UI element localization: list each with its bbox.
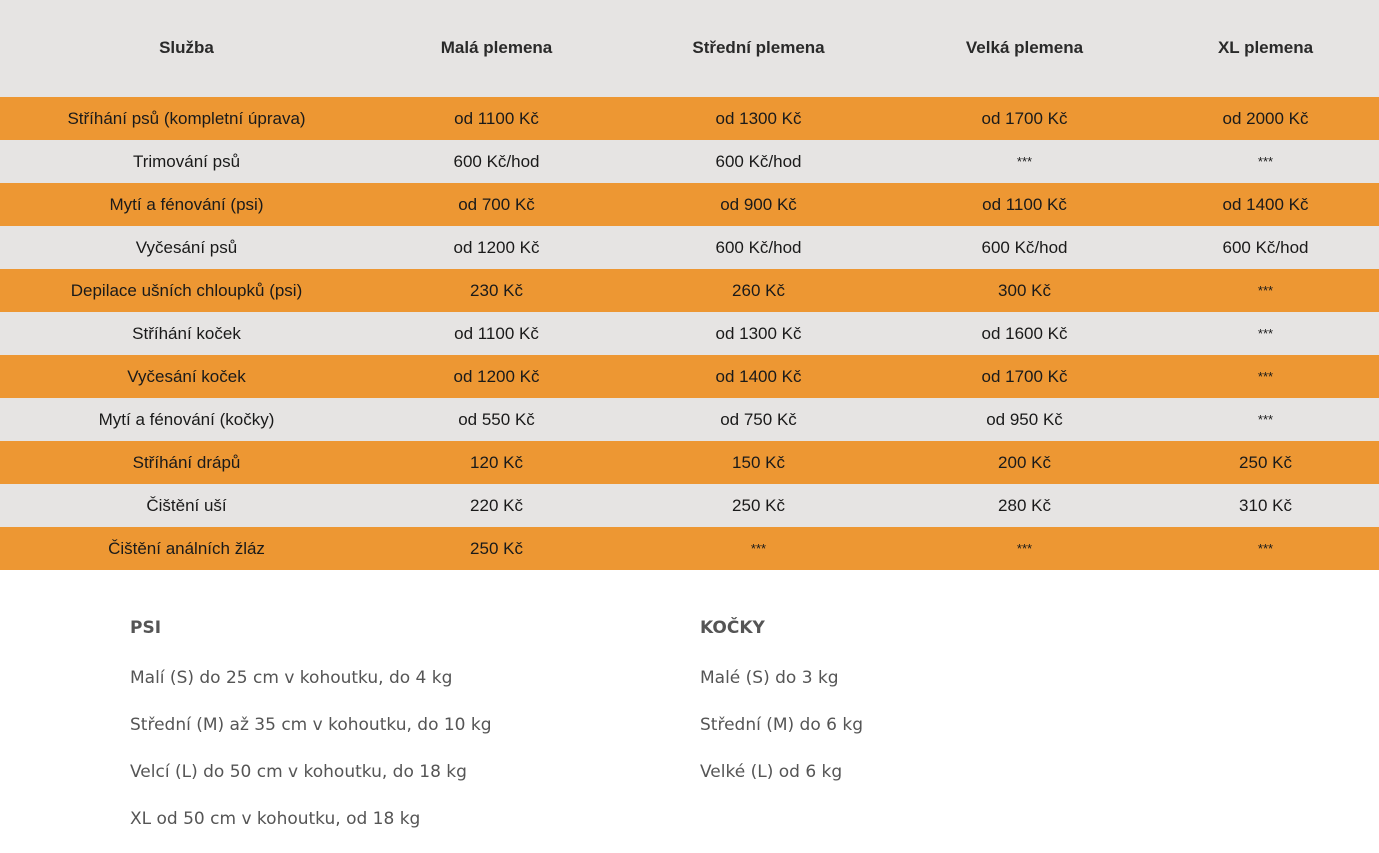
- dog-size-large: Velcí (L) do 50 cm v kohoutku, do 18 kg: [130, 762, 467, 782]
- price-table-header: [0, 0, 1379, 97]
- price-small: od 700 Kč: [458, 194, 535, 214]
- price-large: od 1600 Kč: [981, 323, 1068, 343]
- service-name: Vyčesání koček: [127, 366, 246, 386]
- service-name: Stříhání drápů: [132, 452, 241, 472]
- price-small: 220 Kč: [470, 495, 523, 515]
- table-row: [0, 441, 1379, 484]
- service-name: Mytí a fénování (psi): [109, 194, 264, 214]
- price-large: 200 Kč: [998, 452, 1051, 472]
- price-small: 230 Kč: [470, 280, 523, 300]
- price-large: od 1700 Kč: [981, 108, 1068, 128]
- table-row: [0, 269, 1379, 312]
- service-name: Čištění análních žláz: [108, 538, 265, 558]
- table-row: [0, 97, 1379, 140]
- service-name: Trimování psů: [132, 151, 241, 171]
- cat-size-large: Velké (L) od 6 kg: [700, 762, 843, 782]
- price-large: od 950 Kč: [986, 409, 1063, 429]
- header-medium-breeds: Střední plemena: [692, 37, 825, 57]
- header-row: [0, 0, 1379, 97]
- price-small: od 1100 Kč: [454, 323, 539, 343]
- price-medium: ***: [750, 541, 767, 556]
- price-small: 120 Kč: [470, 452, 523, 472]
- price-xl: od 1400 Kč: [1222, 194, 1309, 214]
- price-small: 250 Kč: [470, 538, 523, 558]
- table-row: [0, 355, 1379, 398]
- dog-legend-title: PSI: [130, 618, 162, 638]
- service-name: Depilace ušních chloupků (psi): [70, 280, 303, 300]
- price-xl: 310 Kč: [1239, 495, 1292, 515]
- table-row: [0, 484, 1379, 527]
- price-medium: 600 Kč/hod: [715, 237, 802, 257]
- price-large: od 1100 Kč: [982, 194, 1067, 214]
- cat-legend-title: KOČKY: [700, 618, 765, 638]
- price-medium: od 750 Kč: [720, 409, 797, 429]
- price-medium: 250 Kč: [732, 495, 785, 515]
- price-table-body: [0, 97, 1379, 570]
- dog-size-medium: Střední (M) až 35 cm v kohoutku, do 10 kg: [130, 715, 492, 735]
- price-small: od 1200 Kč: [453, 366, 540, 386]
- price-large: 280 Kč: [998, 495, 1051, 515]
- cat-size-legend: [700, 612, 863, 803]
- price-medium: od 1300 Kč: [715, 323, 802, 343]
- price-small: od 1200 Kč: [453, 237, 540, 257]
- dog-size-small: Malí (S) do 25 cm v kohoutku, do 4 kg: [130, 668, 453, 688]
- price-xl: ***: [1257, 283, 1274, 298]
- price-xl: 250 Kč: [1239, 452, 1292, 472]
- dog-size-xl: XL od 50 cm v kohoutku, od 18 kg: [130, 809, 421, 829]
- price-large: ***: [1016, 154, 1033, 169]
- price-xl: od 2000 Kč: [1222, 108, 1309, 128]
- table-row: [0, 398, 1379, 441]
- table-row: [0, 140, 1379, 183]
- price-large: 300 Kč: [998, 280, 1051, 300]
- service-name: Stříhání koček: [132, 323, 241, 343]
- price-medium: 600 Kč/hod: [715, 151, 802, 171]
- price-xl: ***: [1257, 326, 1274, 341]
- header-xl-breeds: XL plemena: [1217, 37, 1314, 57]
- cat-size-small: Malé (S) do 3 kg: [700, 668, 839, 688]
- price-xl: ***: [1257, 541, 1274, 556]
- table-row: [0, 226, 1379, 269]
- dog-size-legend: [130, 612, 492, 850]
- service-name: Mytí a fénování (kočky): [98, 409, 275, 429]
- price-medium: 150 Kč: [732, 452, 785, 472]
- header-service: Služba: [159, 37, 214, 57]
- price-small: od 1100 Kč: [454, 108, 539, 128]
- price-small: od 550 Kč: [458, 409, 535, 429]
- service-name: Čištění uší: [146, 495, 227, 515]
- cat-size-medium: Střední (M) do 6 kg: [700, 715, 864, 735]
- price-large: 600 Kč/hod: [981, 237, 1068, 257]
- table-row: [0, 183, 1379, 226]
- price-xl: 600 Kč/hod: [1222, 237, 1309, 257]
- price-medium: od 1400 Kč: [715, 366, 802, 386]
- service-name: Vyčesání psů: [135, 237, 238, 257]
- price-medium: 260 Kč: [732, 280, 785, 300]
- header-small-breeds: Malá plemena: [440, 37, 553, 57]
- table-row: [0, 527, 1379, 570]
- price-large: od 1700 Kč: [981, 366, 1068, 386]
- price-medium: od 1300 Kč: [715, 108, 802, 128]
- price-xl: ***: [1257, 154, 1274, 169]
- price-xl: ***: [1257, 412, 1274, 427]
- price-small: 600 Kč/hod: [453, 151, 540, 171]
- table-row: [0, 312, 1379, 355]
- price-xl: ***: [1257, 369, 1274, 384]
- service-name: Stříhání psů (kompletní úprava): [67, 108, 306, 128]
- price-medium: od 900 Kč: [720, 194, 797, 214]
- header-large-breeds: Velká plemena: [965, 37, 1084, 57]
- price-large: ***: [1016, 541, 1033, 556]
